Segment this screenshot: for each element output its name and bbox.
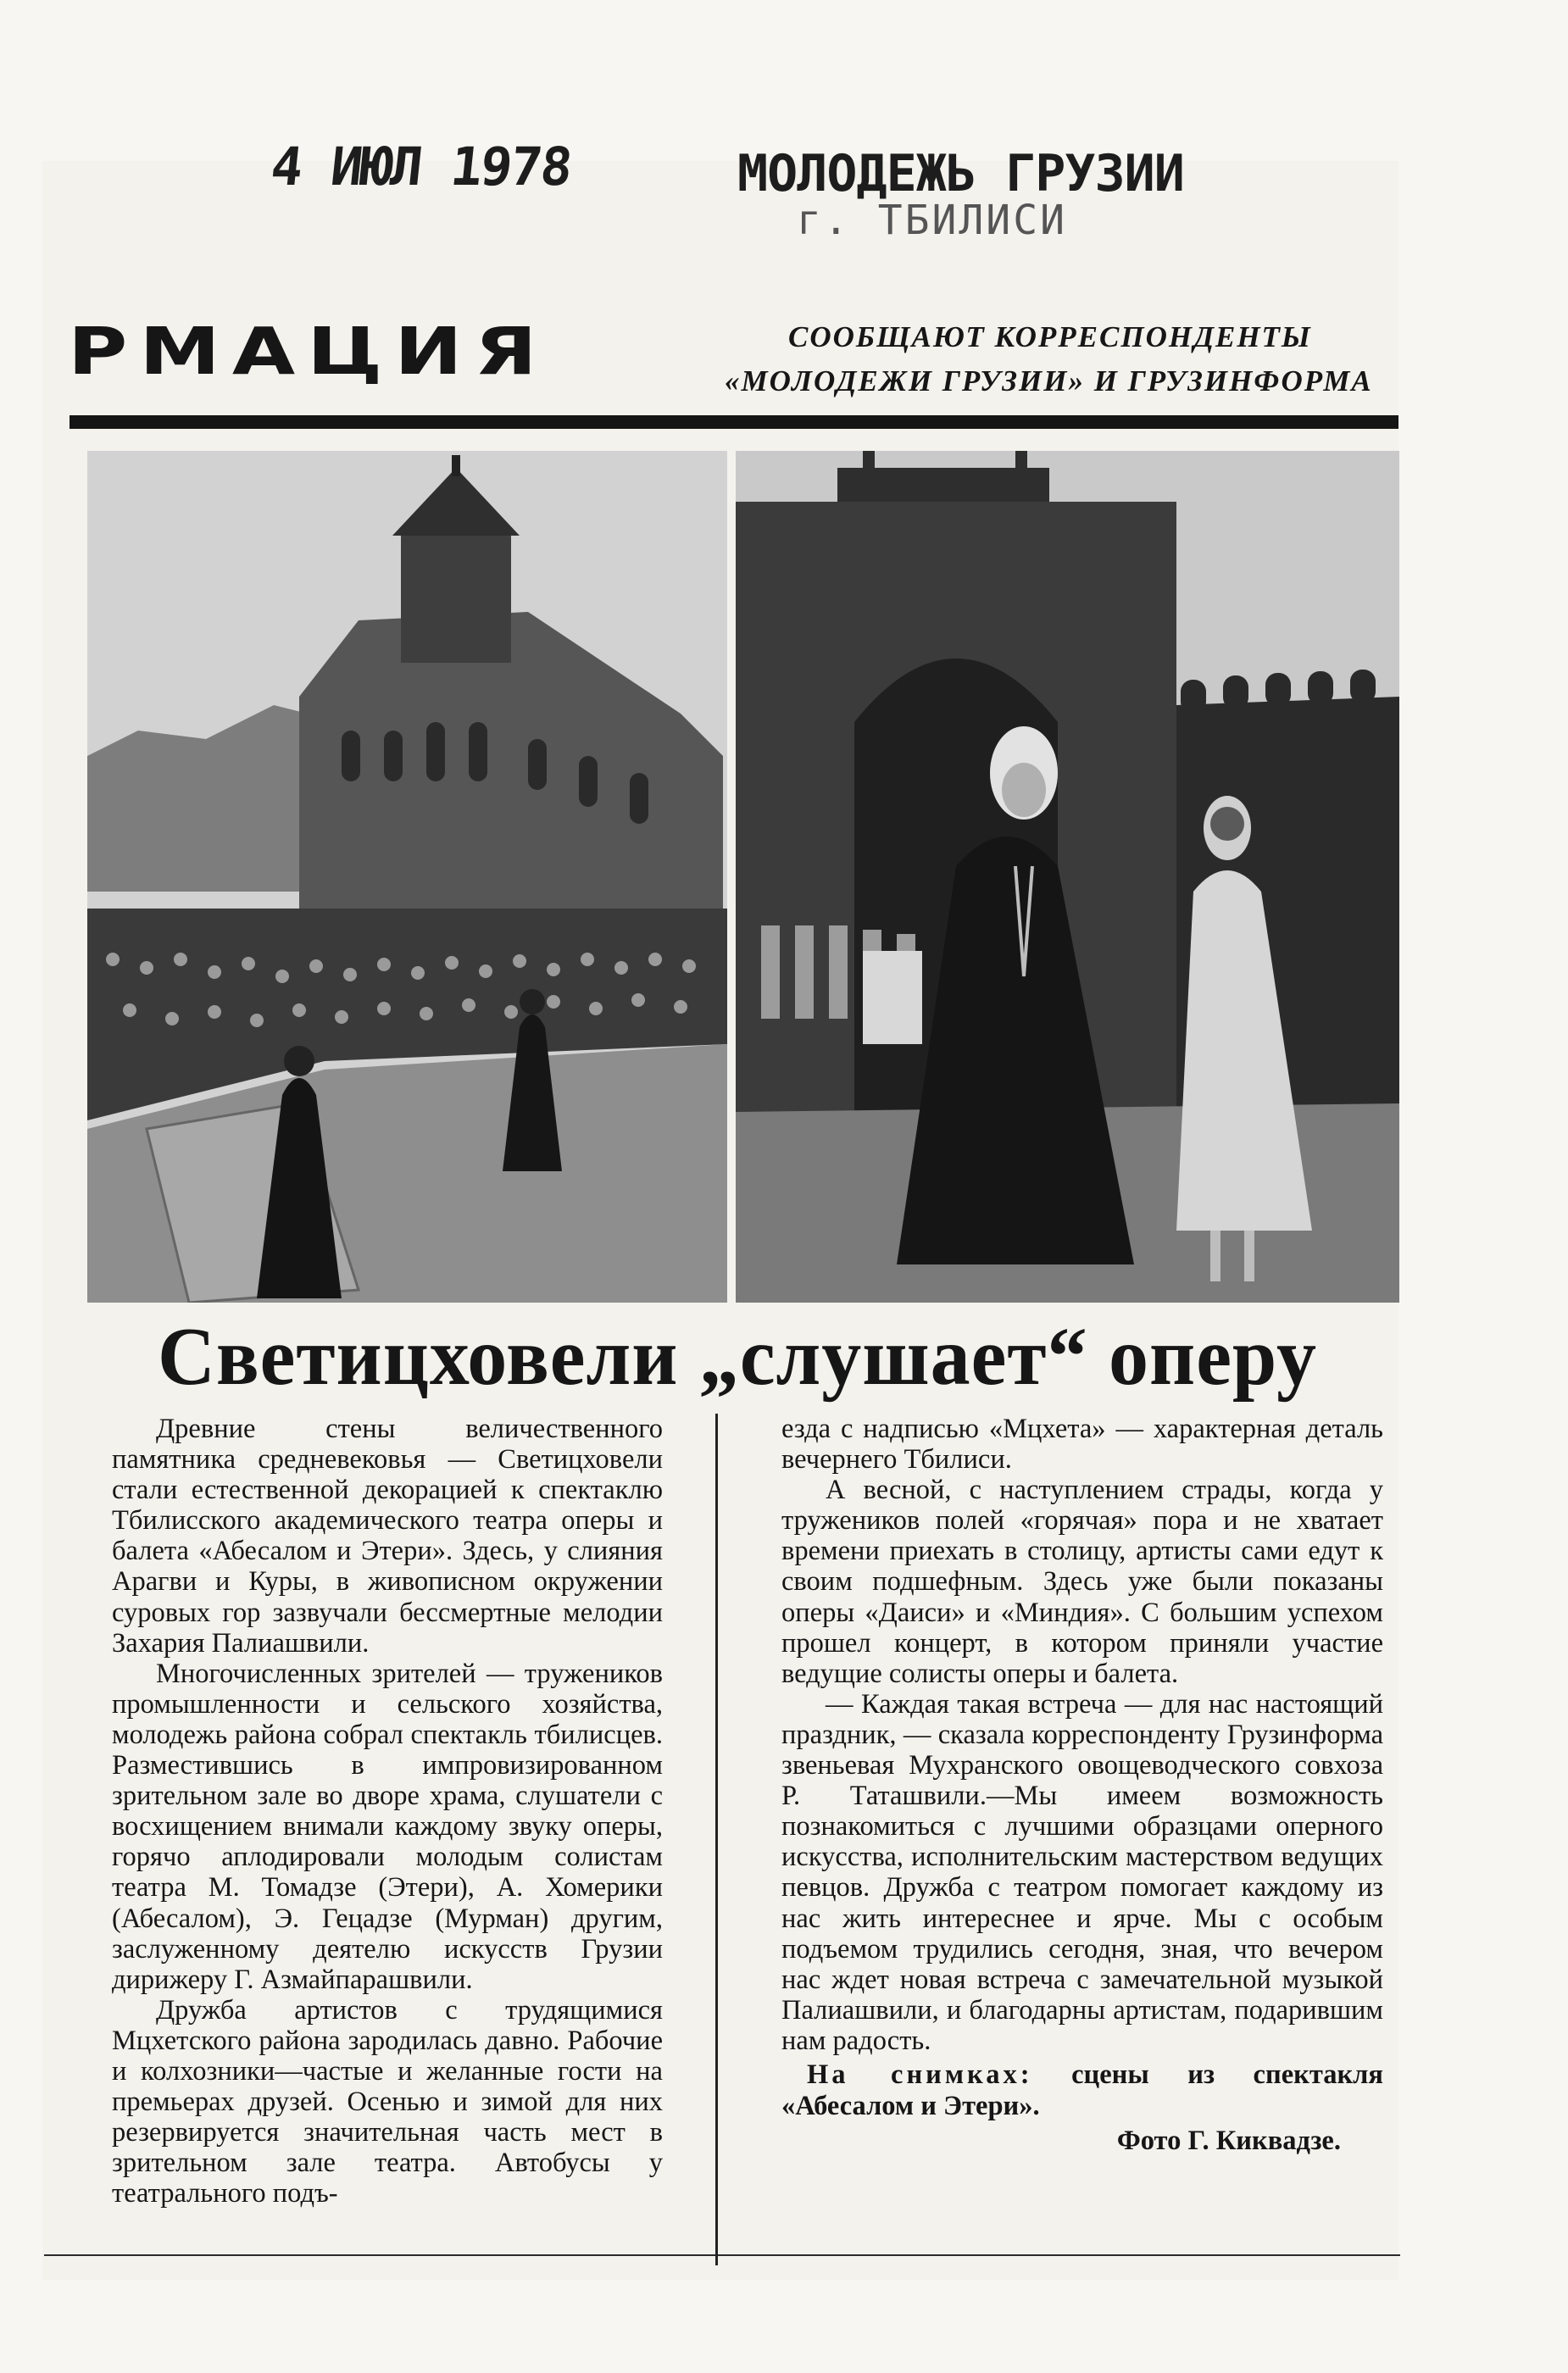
paragraph: Дружба артистов с трудящимися Мцхетского района зародилась давно. Рабочие и колхозники—частые и желанные гости на премьерах друзей. Осенью и зимой для них резервируется значительная часть мест в зрительном зале театра. Автобусы у театрального подъ- (112, 1994, 663, 2209)
paragraph: Многочисленных зрителей — тружеников промышленности и сельского хозяйства, молодежь района собрал спектакль тбилисцев. Разместившись в импровизированном зрительном зале во дворе храма, слушатели с восхищением внимали каждому звуку оперы, горячо аплодировали молодым солистам театра М. Томадзе (Этери), А. Хомерики (Абесалом), Э. Гецадзе (Мурман) другим, заслуженному деятелю искусств Грузии дирижеру Г. Азмайпарашвили. (112, 1658, 663, 1995)
photo-stage-scene (736, 451, 1399, 1303)
date-stamp: 4 ИЮЛ 1978 (268, 136, 575, 197)
article-column-right (781, 1414, 1383, 2156)
photo-caption (781, 2059, 1383, 2122)
cathedral-illustration (87, 451, 727, 1303)
newspaper-stamp: МОЛОДЕЖЬ ГРУЗИИ (737, 144, 1184, 203)
clipping-bottom-edge (44, 2254, 1400, 2256)
photo-credit: Фото Г. Киквадзе. (1116, 2125, 1341, 2156)
paragraph: Древние стены величественного памятника средневековья — Светицховели стали естественной декорацией к спектаклю Тбилисского академического театра оперы и балета «Абесалом и Этери». Здесь, у слияния Арагви и Куры, в живописном окружении суровых гор зазвучали бессмертные мелодии Захария Палиашвили. (112, 1414, 663, 1659)
article-column-left (112, 1414, 663, 2209)
photo-cathedral-audience (87, 451, 727, 1303)
caption-text: сцены из спектакля «Абесалом и Этери». (781, 2059, 1383, 2121)
rubric-subtitle-line2: «МОЛОДЕЖИ ГРУЗИИ» И ГРУЗИНФОРМА (725, 364, 1373, 397)
paragraph: — Каждая такая встреча — для нас настоящий праздник, — сказала корреспонденту Грузинформа звеньевая Мухранского овощеводческого совхоза Р. Таташвили.—Мы имеем возможность познакомиться с лучшими образцами оперного искусства, исполнительским мастерством ведущих певцов. Дружба с театром помогает каждому из нас жить интереснее и ярче. Мы с особым подъемом трудились сегодня, зная, что вечером нас ждет новая встреча с замечательной музыкой Палиашвили, и благодарны артистам, подарившим нам радость. (781, 1688, 1383, 2056)
header-rule (70, 415, 1398, 429)
headline: Светицховели „слушает“ оперу (158, 1311, 1317, 1403)
column-divider (715, 1414, 718, 2265)
caption-lead: На снимках: (807, 2059, 1033, 2090)
city-stamp: г. ТБИЛИСИ (797, 197, 1067, 244)
rubric-title: РМАЦИЯ (68, 314, 549, 390)
stage-illustration (736, 451, 1399, 1303)
paragraph: А весной, с наступлением страды, когда у тружеников полей «горячая» пора и не хватает времени приехать в столицу, артисты сами едут к своим подшефным. Здесь уже были показаны оперы «Даиси» и «Миндия». С большим успехом прошел концерт, в котором приняли участие ведущие солисты оперы и балета. (781, 1475, 1383, 1689)
rubric-subtitle-line1: СООБЩАЮТ КОРРЕСПОНДЕНТЫ (788, 320, 1312, 353)
paragraph: езда с надписью «Мцхета» — характерная деталь вечернего Тбилиси. (781, 1414, 1383, 1475)
